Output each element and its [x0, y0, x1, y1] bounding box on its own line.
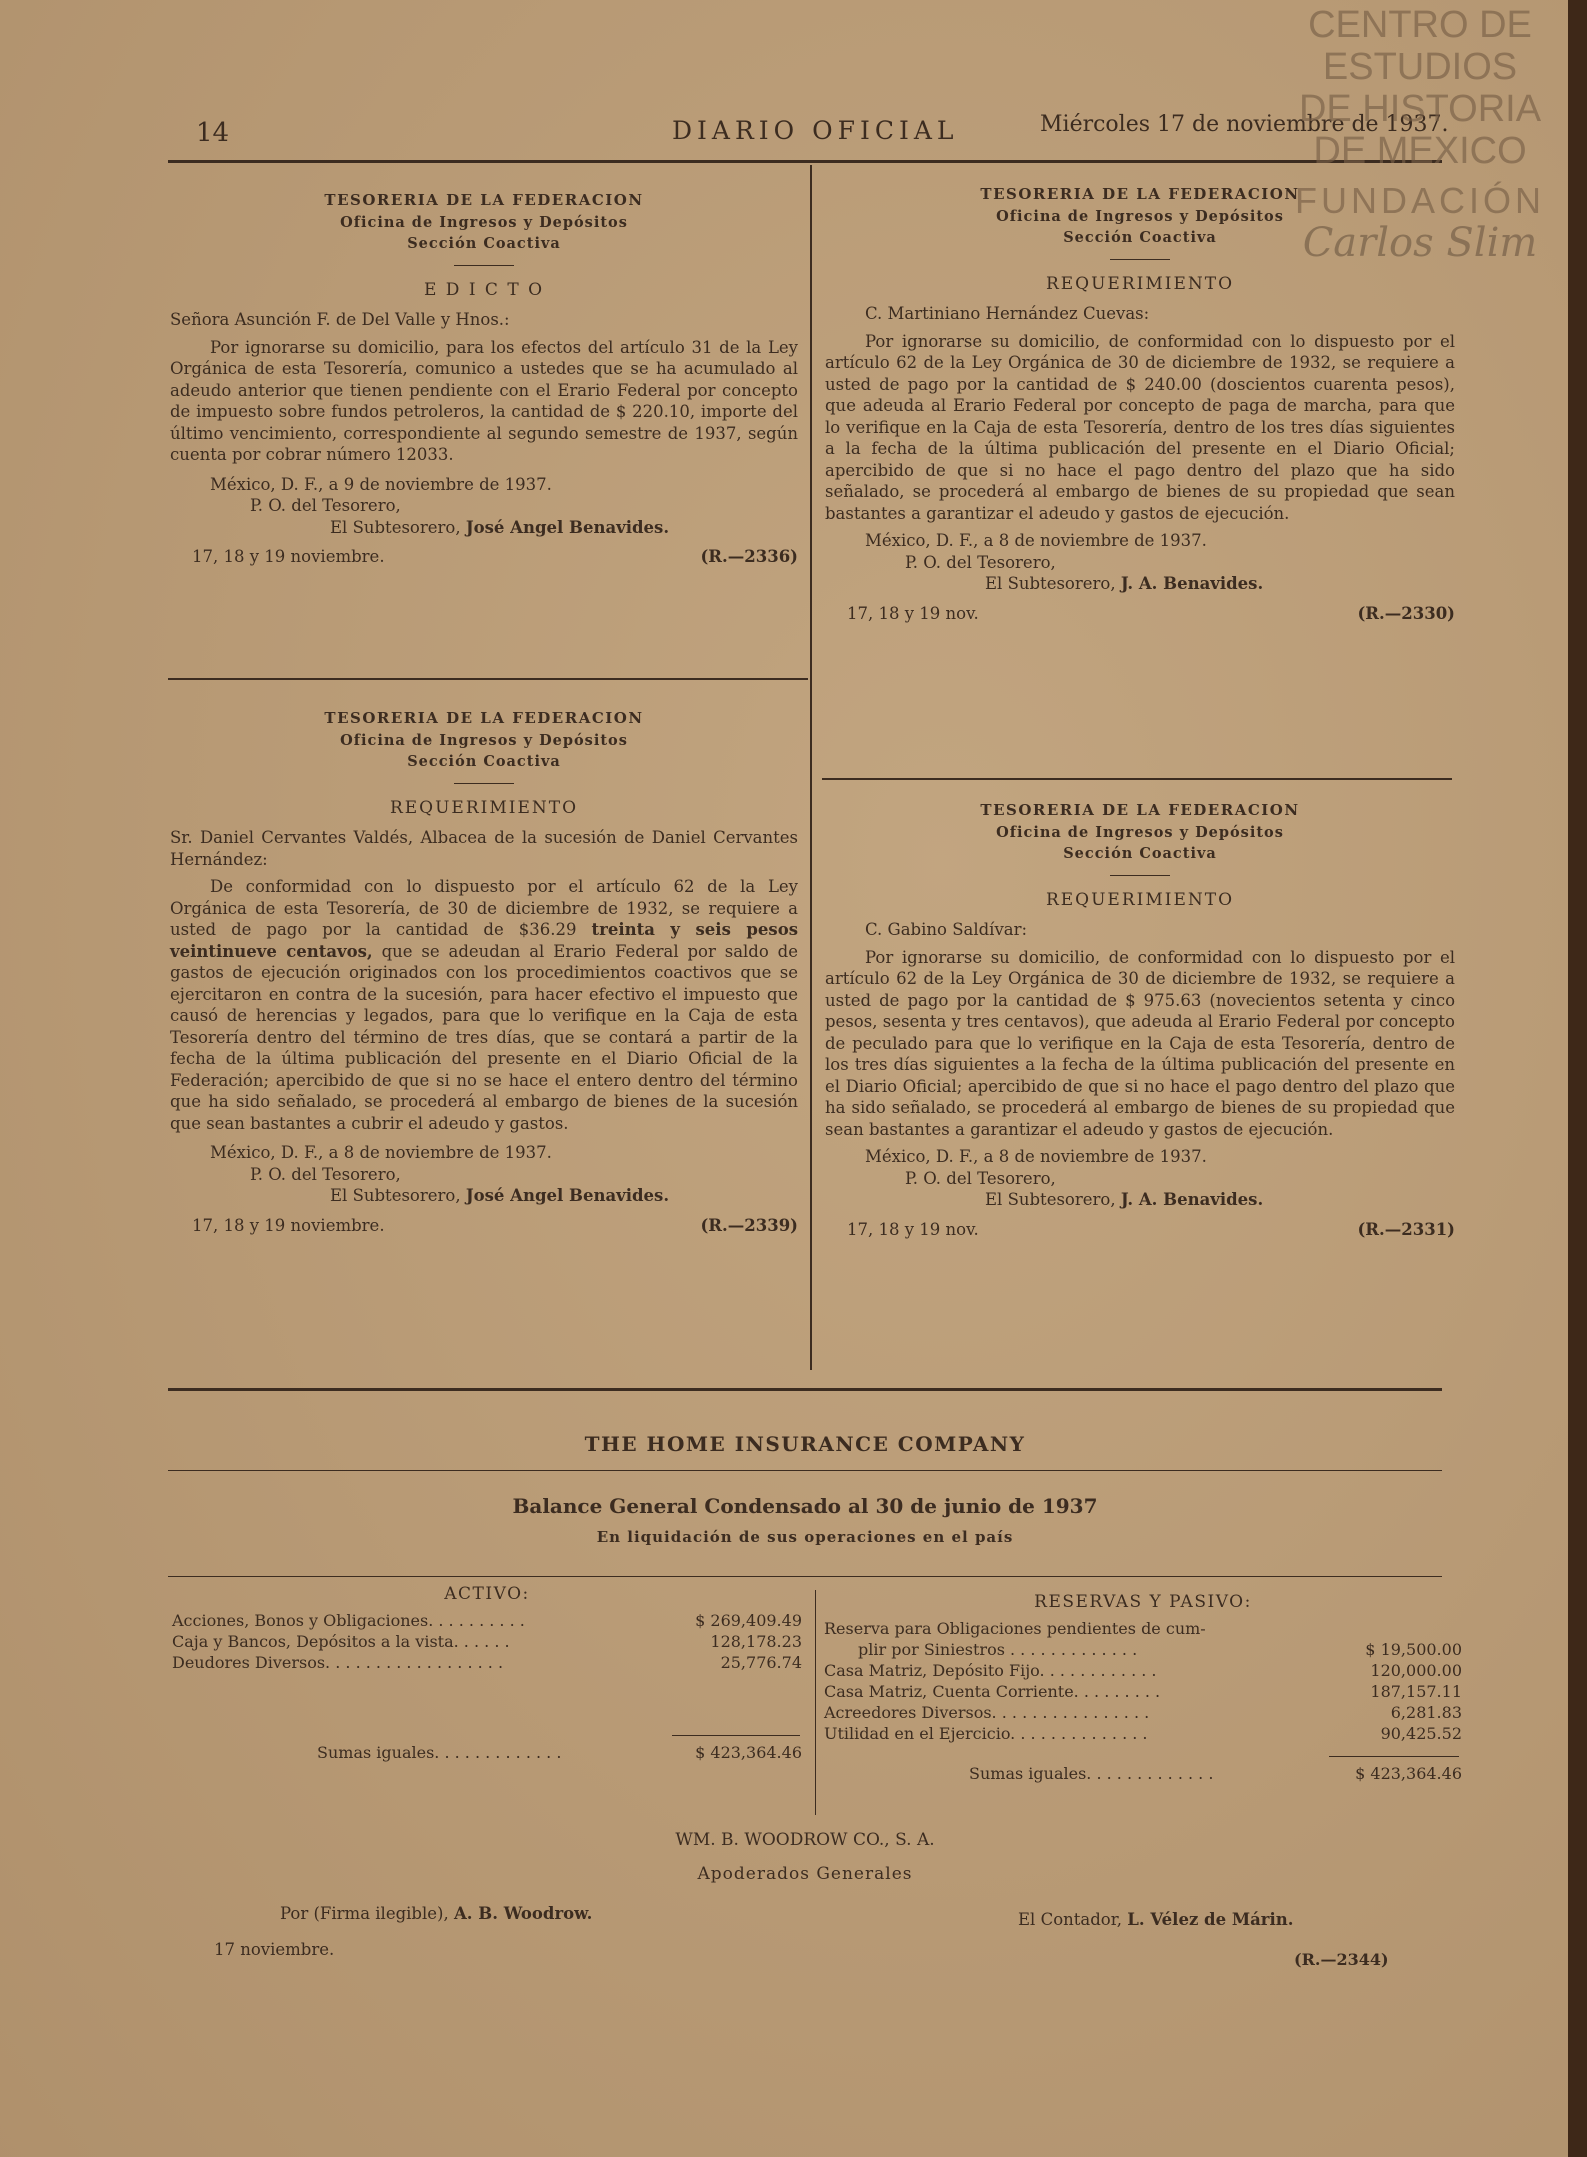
agent-name: WM. B. WOODROW CO., S. A. — [675, 1830, 935, 1850]
notice-body — [170, 876, 798, 1134]
notice-addressee: C. Martiniano Hernández Cuevas: — [865, 304, 1150, 323]
notice-place-date: México, D. F., a 8 de noviembre de 1937. — [865, 531, 1207, 550]
notice-heading: REQUERIMIENTO — [389, 797, 579, 818]
row-value — [721, 1652, 802, 1673]
notice-agency: TESORERIA DE LA FEDERACION — [324, 191, 644, 209]
reference-number: (R.—2339) — [700, 1215, 798, 1235]
notice-section: Sección Coactiva — [1063, 845, 1217, 862]
currency: $ — [695, 1743, 706, 1762]
row-label: Acciones, Bonos y Obligaciones. . . . . . . . . . — [172, 1611, 525, 1630]
row-value — [1370, 1681, 1462, 1702]
notice-section: Sección Coactiva — [1063, 229, 1217, 246]
agent-role: Apoderados Generales — [697, 1864, 913, 1884]
activo-row — [172, 1610, 802, 1631]
activo-rows — [172, 1610, 802, 1673]
row-label: Caja y Bancos, Depósitos a la vista. . . . . . — [172, 1632, 510, 1651]
section-rule — [168, 1576, 1442, 1577]
column-divider — [815, 1590, 816, 1815]
notice-body: Por ignorarse su domicilio, de conformidad con lo dispuesto por el artículo 62 de la Ley Orgánica de 30 de diciembre de 1932, se requiere a usted de pago por la cantidad de $ 240.00 (doscientos cuarenta pesos), que adeuda al Erario Federal por concepto de paga de marcha, para que lo verifique en la Caja de esta Tesorería, dentro de los tres días siguientes a la fecha de la última publicación del presente en el Diario Oficial; apercibido de que si no hace el pago dentro del plazo que ha sido señalado, se procederá al embargo de bienes de su propiedad que sean bastantes a garantizar el adeudo y gastos de ejecución. — [825, 331, 1455, 523]
notice-office: Oficina de Ingresos y Depósitos — [340, 731, 628, 749]
total-label: Sumas iguales. . . . . . . . . . . . . — [317, 1743, 562, 1762]
row-label: Utilidad en el Ejercicio. . . . . . . . . . . . . . — [824, 1724, 1148, 1743]
accountant-name: L. Vélez de Márin. — [1127, 1910, 1294, 1929]
pasivo-heading: RESERVAS Y PASIVO: — [1034, 1592, 1252, 1612]
page-number: 14 — [196, 118, 230, 148]
currency: $ — [1365, 1640, 1376, 1659]
total-amount: 423,364.46 — [710, 1743, 802, 1762]
notice-signature — [825, 1189, 1455, 1211]
separator — [454, 783, 514, 784]
signature-name: A. B. Woodrow. — [453, 1904, 593, 1923]
section-rule — [822, 778, 1452, 780]
page-edge — [1568, 0, 1587, 2157]
balance-subtitle: En liquidación de sus operaciones en el país — [596, 1528, 1014, 1546]
total-label: Sumas iguales. . . . . . . . . . . . . — [969, 1764, 1214, 1783]
watermark-line: FUNDACIÓN — [1295, 180, 1545, 221]
notice-edicto — [170, 190, 798, 568]
activo-heading: ACTIVO: — [444, 1584, 530, 1604]
body-text: que se adeudan al Erario Federal por saldo de gastos de ejecución originados con los procedimientos coactivos que se ejercitaron en contra de la sucesión, para hacer efectivo el impuesto que causó de herencias y legados, para que lo verifique en la Caja de esta Tesorería dentro del término de tres días, que se contará a partir de la fecha de la última publicación del presente en el Diario Oficial de la Federación; apercibido de que si no se hace el entero dentro del término que ha sido señalado, se procederá al embargo de bienes de la sucesión que sean bastantes a cubrir el adeudo y gastos. — [170, 941, 799, 1133]
reference-number: (R.—2330) — [1357, 603, 1455, 623]
row-value — [1370, 1660, 1462, 1681]
newspaper-title: DIARIO OFICIAL — [672, 116, 959, 145]
signer-title: El Subtesorero, — [985, 1190, 1116, 1209]
signer-title: El Subtesorero, — [330, 1186, 461, 1205]
notice-office: Oficina de Ingresos y Depósitos — [340, 213, 628, 231]
reference-number: (R.—2336) — [700, 547, 798, 566]
body-text: De conformidad con lo dispuesto por el artículo 62 de la Ley Orgánica de esta Tesorería, de 30 de diciembre de 1932, se requiere a usted de pago por la cantidad de $36.29 — [170, 877, 798, 939]
row-label: plir por Siniestros . . . . . . . . . . . . . — [858, 1640, 1138, 1659]
accountant-prefix: El Contador, — [1018, 1910, 1123, 1929]
pasivo-rows — [824, 1639, 1462, 1744]
publication-dates: 17, 18 y 19 noviembre. — [192, 547, 385, 566]
activo-row — [172, 1631, 802, 1652]
agent-signature — [280, 1904, 592, 1923]
pasivo-row — [824, 1681, 1462, 1702]
company-name: THE HOME INSURANCE COMPANY — [584, 1432, 1026, 1456]
notice-addressee: Señora Asunción F. de Del Valle y Hnos.: — [170, 310, 510, 329]
total-rule — [1329, 1756, 1459, 1757]
watermark-signature: Carlos Slim — [1302, 220, 1538, 266]
signature-prefix: Por (Firma ilegible), — [280, 1904, 449, 1923]
row-amount: 187,157.11 — [1370, 1682, 1462, 1701]
activo-section — [172, 1584, 802, 1763]
notice-requerimiento-saldivar — [825, 800, 1455, 1240]
notice-po: P. O. del Tesorero, — [250, 1164, 401, 1184]
notice-agency: TESORERIA DE LA FEDERACION — [980, 185, 1300, 203]
pasivo-line: Reserva para Obligaciones pendientes de cum- — [824, 1619, 1206, 1638]
signer-title: El Subtesorero, — [330, 517, 461, 537]
pasivo-section — [824, 1592, 1462, 1784]
notice-signature — [170, 517, 798, 539]
publication-dates: 17, 18 y 19 nov. — [847, 603, 979, 623]
reference-number: (R.—2331) — [1357, 1219, 1455, 1239]
row-amount: 120,000.00 — [1370, 1661, 1462, 1680]
row-value — [710, 1631, 802, 1652]
pasivo-row — [824, 1639, 1462, 1660]
notice-po: P. O. del Tesorero, — [905, 552, 1056, 572]
notice-section: Sección Coactiva — [407, 235, 561, 252]
signer-name: José Angel Benavides. — [465, 1186, 670, 1205]
notice-po: P. O. del Tesorero, — [905, 1168, 1056, 1188]
notice-po: P. O. del Tesorero, — [250, 496, 401, 515]
pasivo-row — [824, 1723, 1462, 1744]
row-value — [695, 1610, 802, 1631]
notice-requerimiento-cervantes — [170, 708, 798, 1236]
row-value — [1381, 1723, 1462, 1744]
row-amount: 269,409.49 — [710, 1611, 802, 1630]
row-label: Casa Matriz, Depósito Fijo. . . . . . . . . . . . — [824, 1661, 1157, 1680]
balance-title: Balance General Condensado al 30 de junio de 1937 — [512, 1494, 1098, 1518]
watermark-line: CENTRO DE — [1308, 4, 1532, 46]
row-value — [1391, 1702, 1462, 1723]
row-amount: 6,281.83 — [1390, 1703, 1462, 1722]
section-rule — [168, 1470, 1442, 1471]
row-amount: 19,500.00 — [1380, 1640, 1462, 1659]
column-divider — [810, 165, 812, 1370]
notice-heading: REQUERIMIENTO — [1045, 889, 1235, 910]
notice-section: Sección Coactiva — [407, 753, 561, 770]
row-label: Casa Matriz, Cuenta Corriente. . . . . . . . . — [824, 1682, 1161, 1701]
row-label: Acreedores Diversos. . . . . . . . . . . . . . . . — [824, 1703, 1150, 1722]
signer-title: El Subtesorero, — [985, 574, 1116, 593]
notice-signature — [170, 1185, 798, 1207]
header-rule — [168, 160, 1442, 163]
row-label: Deudores Diversos. . . . . . . . . . . . . . . . . . — [172, 1653, 504, 1672]
row-value — [1365, 1639, 1462, 1660]
signer-name: J. A. Benavides. — [1120, 574, 1264, 593]
notice-office: Oficina de Ingresos y Depósitos — [996, 823, 1284, 841]
signer-name: José Angel Benavides. — [465, 517, 670, 537]
notice-signature — [825, 573, 1455, 595]
signer-name: J. A. Benavides. — [1120, 1190, 1264, 1209]
pasivo-total — [824, 1763, 1462, 1784]
notice-body: Por ignorarse su domicilio, de conformidad con lo dispuesto por el artículo 62 de la Ley Orgánica de 30 de diciembre de 1932, se requiere a usted de pago por la cantidad de $ 975.63 (novecientos setenta y cinco pesos, sesenta y tres centavos), que adeuda al Erario Federal por concepto de peculado para que lo verifique en la Caja de esta Tesorería, dentro de los tres días siguientes a la fecha de la última publicación del presente en el Diario Oficial; apercibido de que si no hace el pago dentro del plazo que ha sido señalado, se procederá al embargo de bienes de su propiedad que sean bastantes a garantizar el adeudo y gastos de ejecución. — [825, 947, 1455, 1139]
watermark-line: ESTUDIOS — [1322, 46, 1518, 88]
notice-heading: E D I C T O — [423, 279, 545, 300]
notice-body: Por ignorarse su domicilio, para los efectos del artículo 31 de la Ley Orgánica de esta Tesorería, comunico a ustedes que se ha acumulado al adeudo anterior que tienen pendiente con el Erario Federal por concepto de impuesto sobre fundos petroleros, la cantidad de $ 220.10, importe del último vencimiento, correspondiente al segundo semestre de 1937, según cuenta por cobrar número 12033. — [170, 337, 798, 464]
row-amount: 25,776.74 — [720, 1653, 802, 1672]
separator — [454, 265, 514, 266]
row-amount: 128,178.23 — [710, 1632, 802, 1651]
total-amount: 423,364.46 — [1370, 1764, 1462, 1783]
currency: $ — [695, 1611, 706, 1630]
separator — [1110, 875, 1170, 876]
publication-dates: 17, 18 y 19 nov. — [847, 1219, 979, 1239]
pasivo-row — [824, 1660, 1462, 1681]
notice-place-date: México, D. F., a 8 de noviembre de 1937. — [210, 1143, 552, 1162]
activo-row — [172, 1652, 802, 1673]
notice-addressee: Sr. Daniel Cervantes Valdés, Albacea de la sucesión de Daniel Cervantes Hernández: — [170, 828, 798, 869]
notice-office: Oficina de Ingresos y Depósitos — [996, 207, 1284, 225]
notice-agency: TESORERIA DE LA FEDERACION — [324, 709, 644, 727]
separator — [1110, 259, 1170, 260]
body-amount-words: treinta y seis pesos veintinueve centavos, — [170, 920, 798, 961]
section-rule — [168, 678, 808, 680]
notice-agency: TESORERIA DE LA FEDERACION — [980, 801, 1300, 819]
notice-place-date: México, D. F., a 8 de noviembre de 1937. — [865, 1147, 1207, 1166]
notice-heading: REQUERIMIENTO — [1045, 273, 1235, 294]
watermark-line: DE MEXICO — [1313, 130, 1527, 172]
watermark-line: DE HISTORIA — [1298, 88, 1542, 130]
row-amount: 90,425.52 — [1380, 1724, 1462, 1743]
publication-dates: 17, 18 y 19 noviembre. — [192, 1215, 385, 1235]
reference-number: (R.—2344) — [1294, 1950, 1389, 1969]
issue-date: Miércoles 17 de noviembre de 1937. — [1040, 112, 1449, 137]
section-rule-wide — [168, 1388, 1442, 1391]
notice-requerimiento-hernandez — [825, 184, 1455, 624]
total-rule — [672, 1735, 800, 1736]
activo-total — [172, 1742, 802, 1763]
publication-date: 17 noviembre. — [214, 1940, 335, 1959]
accountant-signature — [1018, 1910, 1294, 1929]
notice-addressee: C. Gabino Saldívar: — [865, 920, 1028, 939]
notice-place-date: México, D. F., a 9 de noviembre de 1937. — [210, 474, 552, 494]
pasivo-row — [824, 1702, 1462, 1723]
currency: $ — [1355, 1764, 1366, 1783]
